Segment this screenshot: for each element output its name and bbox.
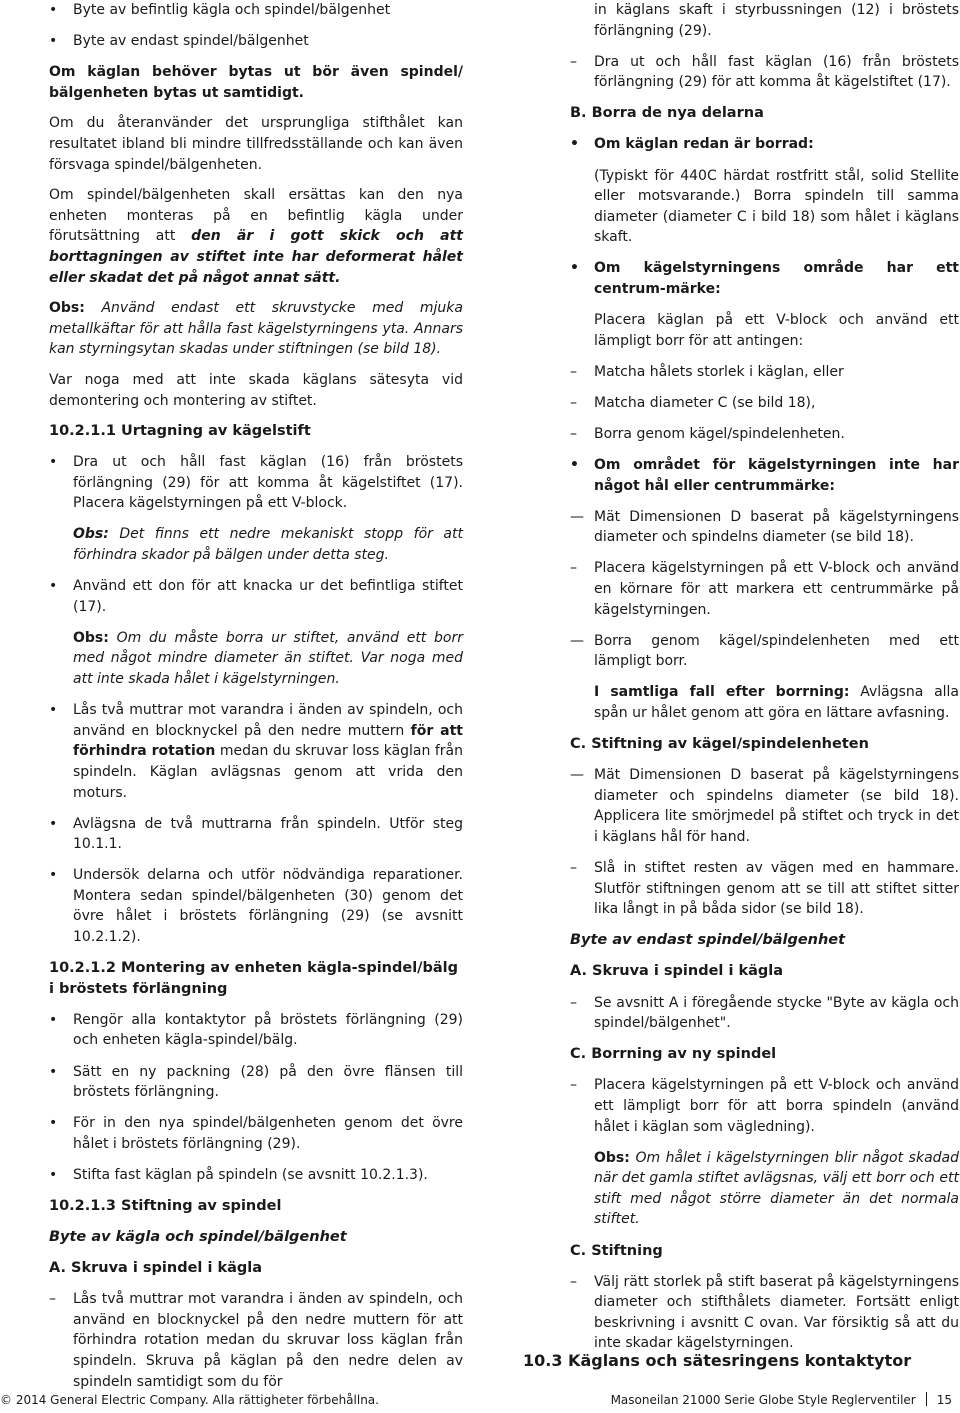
footer-separator — [926, 1392, 927, 1406]
dash-marker: – — [570, 860, 577, 877]
step-heading-a: A. Skruva i spindel i kägla — [570, 963, 784, 980]
step-heading-a: A. Skruva i spindel i kägla — [49, 1260, 263, 1277]
obs-label: Obs: — [594, 1149, 630, 1166]
obs-label: Obs: — [73, 629, 109, 646]
dash-text: Mät Dimensionen D baserat på kägelstyrningens diameter och spindelns diameter (se bild 18). — [594, 508, 959, 546]
dash-item — [570, 507, 959, 548]
footer-product — [611, 1392, 952, 1408]
dash-marker: – — [570, 994, 577, 1011]
bullet-item — [570, 258, 959, 299]
all-cases-note — [570, 682, 959, 723]
bullet-text: Dra ut och håll fast käglan (16) från bröstets förlängning (29) för att komma åt kägelstiftet (17). Placera kägelstyrningen på ett V-block. — [73, 454, 463, 512]
bullet-text: Använd ett don för att knacka ur det befintliga stiftet (17). — [73, 578, 463, 615]
bullet-text: medan du skruvar loss käglan från spindeln. Käglan avlägsnas genom att vrida den moturs. — [73, 743, 463, 801]
bullet-item — [49, 31, 463, 52]
dash-text: Placera kägelstyrningen på ett V-block och använd ett lämpligt borr för att borra spindeln (använd hålet i käglan som vägledning). — [594, 1077, 959, 1135]
continued-text: in käglans skaft i styrbussningen (12) i bröstets förlängning (29). — [594, 2, 959, 39]
bullet-marker: • — [49, 867, 58, 884]
obs-text: Om hålet i kägelstyrningen blir något skadad när det gamla stiftet avlägsnas, välj ett borr och ett stift med något större diameter än det normala stiftet. — [594, 1149, 959, 1228]
dash-text: Lås två muttrar mot varandra i änden av spindeln, och använd en blocknyckel på den nedre muttern för att förhindra rotation medan du skruvar loss käglan från spindeln. Skruva på käglan på den nedre delen av spindeln samtidigt som du för — [73, 1291, 463, 1390]
dash-text: Dra ut och håll fast käglan (16) från bröstets förlängning (29) för att komma åt kägelstiftet (17). — [594, 53, 959, 91]
section-heading-10213: 10.2.1.3 Stiftning av spindel — [49, 1198, 282, 1214]
right-column — [570, 0, 959, 1364]
dash-marker: – — [570, 1273, 577, 1290]
bullet-text: Sätt en ny packning (28) på den övre flänsen till bröstets förlängning. — [73, 1063, 463, 1101]
replace-plain-text: Om spindel/bälgenheten skall ersättas kan den nya enheten monteras på en befintlig kägla under förutsättning att — [49, 187, 463, 245]
obs-label: Obs: — [73, 526, 109, 543]
bullet-item — [49, 865, 463, 947]
page-number: 15 — [936, 1393, 952, 1407]
dash-item — [570, 52, 959, 93]
bullet-emphasis: för att förhindra rotation — [73, 722, 463, 760]
bullet-marker: • — [49, 578, 58, 595]
obs-note — [49, 524, 463, 565]
dash-marker: – — [570, 394, 577, 411]
bullet-marker: • — [49, 1063, 58, 1080]
bullet-text: Lås två muttrar mot varandra i änden av spindeln, och använd en blocknyckel på den nedre muttern — [73, 702, 463, 739]
dash-text: Matcha diameter C (se bild 18), — [594, 394, 816, 411]
bullet-marker: • — [570, 457, 579, 474]
bullet-text: Byte av endast spindel/bälgenhet — [73, 33, 309, 50]
obs-text: Använd endast ett skruvstycke med mjuka metallkäftar för att hålla fast kägelstyrningens yta. Annars kan styrningsytan skadas under stiftningen (se bild 18). — [49, 300, 463, 358]
obs-text: Om du måste borra ur stiftet, använd ett borr med något mindre diameter än stiftet. Var noga med att inte skada hålet i kägelstyrningen. — [73, 629, 463, 688]
all-cases-text: Avlägsna alla spån ur hålet genom att göra en lättare avfasning. — [594, 684, 960, 722]
section-heading-10212: 10.2.1.2 Montering av enheten kägla-spindel/bälg i bröstets förlängning — [49, 960, 458, 997]
bullet-text: Rengör alla kontaktytor på bröstets förlängning (29) och enheten kägla-spindel/bälg. — [73, 1011, 463, 1049]
section-heading-103: 10.3 Käglans och sätesringens kontaktytor — [523, 1351, 912, 1370]
bullet-marker: • — [49, 33, 58, 50]
dash-marker: – — [570, 363, 577, 380]
dash-item — [570, 858, 959, 920]
bullet-item — [49, 814, 463, 855]
footer-product-name: Masoneilan 21000 Serie Globe Style Reglerventiler — [610, 1393, 916, 1407]
replace-emphasis-text: den är i gott skick och att borttagningen av stiftet inte har deformerat hålet eller skadat det på något annat sätt. — [49, 228, 463, 286]
bullet-text: Om kägelstyrningens område har ett centrum-märke: — [594, 260, 959, 298]
bullet-marker: • — [49, 1166, 58, 1183]
bullet-item — [49, 576, 463, 617]
step-heading-c: C. Stiftning — [570, 1242, 663, 1259]
bullet-marker: • — [570, 260, 579, 277]
dash-item — [570, 393, 959, 414]
bold-note: Om käglan behöver bytas ut bör även spindel/ bälgenheten bytas ut samtidigt. — [49, 64, 463, 101]
left-column — [49, 0, 463, 1403]
dash-item — [570, 1075, 959, 1137]
dash-text: Slå in stiftet resten av vägen med en hammare. Slutför stiftningen genom att se till att stiftet sitter lika långt in på båda sidor (se bild 18). — [594, 860, 959, 918]
bullet-marker: • — [570, 136, 579, 153]
dash-text: Placera kägelstyrningen på ett V-block och använd en körnare för att markera ett centrummärke på kägelstyrningen. — [594, 560, 959, 618]
step-heading-c: C. Stiftning av kägel/spindelenheten — [570, 736, 869, 753]
bullet-text: För in den nya spindel/bälgenheten genom det övre hålet i bröstets förlängning (29). — [73, 1115, 463, 1152]
dash-text: Borra genom kägel/spindelenheten. — [594, 426, 845, 442]
step-heading-b: B. Borra de nya delarna — [570, 105, 764, 122]
bullet-text: Om käglan redan är borrad: — [594, 136, 814, 153]
dash-marker: – — [570, 53, 577, 70]
bullet-marker: • — [49, 815, 58, 832]
bullet-marker: • — [49, 702, 58, 719]
bullet-marker: • — [49, 1011, 58, 1028]
step-heading-c: C. Borrning av ny spindel — [570, 1046, 777, 1063]
dash-item — [570, 1272, 959, 1354]
section-heading-10211: 10.2.1.1 Urtagning av kägelstift — [49, 423, 311, 440]
obs-text: Det finns ett nedre mekaniskt stopp för att förhindra skador på bälgen under detta steg. — [73, 526, 463, 564]
dash-item — [570, 362, 959, 383]
dash-item — [570, 424, 959, 445]
typical-note: (Typiskt för 440C härdat rostfritt stål, solid Stellite eller motsvarande.) Borra spindeln till samma diameter (diameter C i bild 18) som hålet i käglans skaft. — [594, 167, 959, 246]
bullet-text: Stifta fast käglan på spindeln (se avsnitt 10.2.1.3). — [73, 1166, 428, 1183]
bullet-item — [49, 1010, 463, 1051]
bullet-item — [49, 700, 463, 803]
dash-marker: – — [570, 1077, 577, 1094]
dash-marker: — — [570, 632, 584, 649]
dash-marker: – — [570, 560, 577, 577]
all-cases-label: I samtliga fall efter borrning: — [594, 684, 850, 701]
dash-marker: — — [570, 508, 584, 525]
bullet-item — [49, 1165, 463, 1186]
bullet-text: Byte av befintlig kägla och spindel/bälgenhet — [73, 2, 391, 18]
bullet-item — [49, 1113, 463, 1154]
obs-note — [49, 298, 463, 360]
bullet-item — [570, 455, 959, 496]
dash-text: Välj rätt storlek på stift baserat på kägelstyrningens diameter och stifthålets diameter. Fortsätt enligt beskrivning i avsnitt C ovan. Var försiktig så att du inte skadar kägelstyrningen. — [594, 1273, 959, 1352]
reuse-paragraph: Om du återanvänder det ursprungliga stifthålet kan resultatet ibland bli mindre tillfredsställande och kan även försvaga spindel/bälgenheten. — [49, 115, 463, 173]
bullet-item — [570, 134, 959, 155]
dash-text: Mät Dimensionen D baserat på kägelstyrningens diameter och spindelns diameter (se bild 18). Applicera lite smörjmedel på stiftet och tryck in det i käglans hål för hand. — [594, 767, 959, 845]
obs-note — [570, 1148, 959, 1230]
dash-marker: – — [570, 426, 577, 442]
dash-marker: – — [49, 1291, 56, 1308]
subsection-heading: Byte av kägla och spindel/bälgenhet — [49, 1229, 347, 1246]
careful-paragraph: Var noga med att inte skada käglans sätesyta vid demontering och montering av stiftet. — [49, 371, 463, 409]
dash-text: Borra genom kägel/spindelenheten med ett lämpligt borr. — [594, 632, 959, 670]
obs-label: Obs: — [49, 300, 85, 317]
bullet-marker: • — [49, 2, 58, 18]
bullet-text: Undersök delarna och utför nödvändiga reparationer. Montera sedan spindel/bälgenheten (30) genom det övre hålet i bröstets förlängning (29) (se avsnitt 10.2.1.2). — [73, 867, 463, 946]
bullet-marker: • — [49, 454, 58, 471]
footer-copyright: © 2014 General Electric Company. Alla rättigheter förbehållna. — [0, 1393, 379, 1407]
bullet-item — [49, 452, 463, 514]
dash-text: Matcha hålets storlek i käglan, eller — [594, 363, 844, 380]
bullet-item — [49, 1062, 463, 1103]
dash-marker: — — [570, 767, 584, 784]
bullet-marker: • — [49, 1115, 58, 1132]
bullet-text: Avlägsna de två muttrarna från spindeln. Utför steg 10.1.1. — [73, 815, 463, 853]
bullet-item — [49, 0, 463, 21]
obs-note — [49, 628, 463, 690]
dash-text: Se avsnitt A i föregående stycke "Byte av kägla och spindel/bälgenhet". — [594, 994, 959, 1032]
dash-item — [570, 631, 959, 672]
dash-item — [570, 993, 959, 1034]
subsection-heading: Byte av endast spindel/bälgenhet — [570, 932, 846, 949]
dash-item — [570, 765, 959, 847]
place-note: Placera käglan på ett V-block och använd ett lämpligt borr för att antingen: — [594, 312, 959, 349]
bullet-text: Om området för kägelstyrningen inte har något hål eller centrummärke: — [594, 457, 959, 494]
dash-item — [49, 1289, 463, 1392]
replace-paragraph — [49, 185, 463, 288]
dash-item — [570, 558, 959, 620]
